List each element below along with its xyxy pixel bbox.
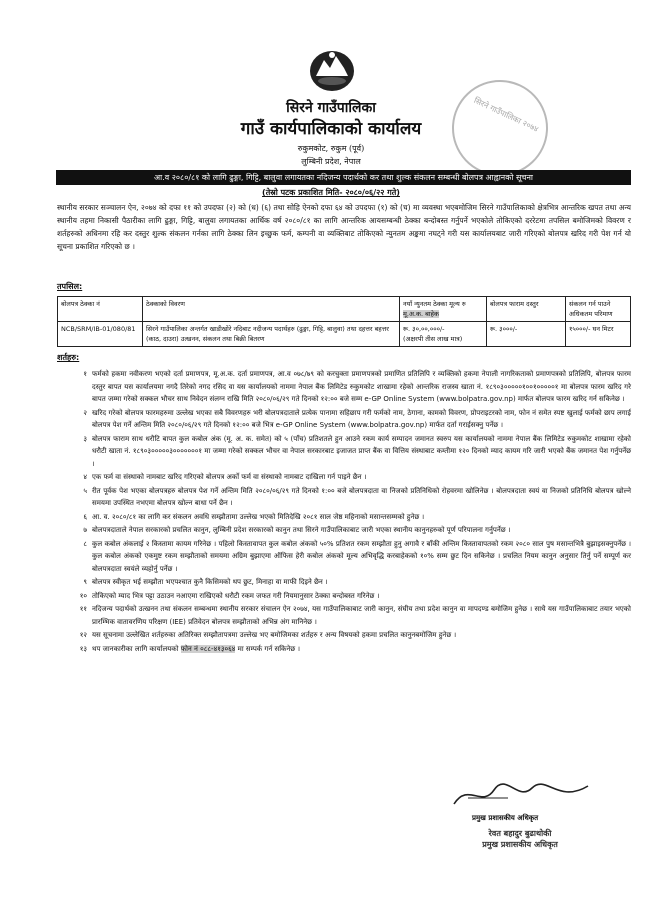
phone-number: फोन नं ०८८-४१३०६४ — [180, 644, 236, 653]
office-title: गाउँ कार्यपालिकाको कार्यालय — [240, 119, 422, 139]
notice-banner: आ.व २०८०/८१ को लागि ढुङ्गा, गिट्टि, बालुवा लगायतका नदिजन्य पदार्थको कर तथा शुल्क संकलन सम्बन्धी बोलपत्र आह्वानको सूचना — [56, 170, 631, 185]
condition-item: ६ आ. व. २०८०/८१ का लागि कर संकलन अवधि सम्झौतामा उल्लेख भएको मितिदेखि २०८१ साल जेष्ठ महिनाको मसान्तसम्मको हुनेछ । — [83, 512, 425, 521]
condition-item: १ फर्मको हकमा नवीकरण भएको दर्ता प्रमाणपत्र, मू.अ.क. दर्ता प्रमाणपत्र, आ.व ०७८/७९ को करचुक्ता प्रमाणपत्रको प्रमाणित प्रतिलिपि र व्यक्तिको हकमा नेपाली नागरिकताको प्रमाणपत्रको प्रतिलिपि, बोलपत्र फारम दस्तुर बापत यस कार्यालयमा नगदै तिरेको नगद रसिद वा यस कार्यालयको नाममा नेपाल बैंक लिमिटेड रुकुमकोट शाखामा रहेको आन्तरिक राजस्व खाता नं. १८९०३०००००१००१०००००१ मा बोलपत्र फारम खरिद गरे बापत जम्मा गरेको सक्कल भौचर साथ निवेदन संलग्न राखि मिति २०८०/०६/२९ गते दिनको १२:०० बजे सम्म e-GP Online System (www.bolpatra.gov.np) मार्फत बोलपत्र फारम खरिद गर्न सकिनेछ । — [83, 370, 631, 403]
office-province: लुम्बिनी प्रदेश, नेपाल — [301, 157, 361, 166]
signature-icon — [448, 778, 598, 812]
condition-item: १२ यस सूचनामा उल्लेखित शर्तहरुका अतिरिक्त सम्झौतापत्रमा उल्लेख भए बमोजिमका शर्तहरु र अन्य विषयको हकमा प्रचलित कानुनबमोजिम हुनेछ । — [79, 631, 457, 639]
table-row — [58, 322, 631, 347]
signatory-title: प्रमुख प्रशासकीय अधिकृत — [472, 814, 539, 822]
condition-item: ५ रीत पूर्वक पेश भएका बोलपत्रहरु बोलपत्र पेश गर्ने अन्तिम मिति २०८०/०६/२९ गते दिनको १:०० बजे बोलपत्रदाता वा निजको प्रतिनिधिको रोहवरमा खोलिनेछ । बोलपत्रदाता स्वयं वा निजको प्रतिनिधि बोलपत्र खोल्ने समयमा उपस्थित नभएमा बोलपत्र खोल्न बाधा पर्ने छैन । — [83, 486, 631, 507]
condition-item: ८ कुल कबोल अंकलाई २ किस्तामा कायम गरिनेछ । पहिलो किस्तावापत कुल कबोल अंकको ५०% प्रतिशत रकम सम्झौता हुनु अगावै र बाँकी अन्तिम किस्तावापतको रकम २०८० साल पुष मसान्तभित्रै बुझाइसक्नुपर्नेछ । कुल कबोल अंकको एकमुष्ट रकम सम्झौताको समयमा अग्रिम बुझाएमा ऑफिस हेरी कबोल अंकको मूल्य अभिवृद्धि करबाहेकको १०% सम्म छुट दिन सकिनेछ । प्रचलित नियम कानुन अनुसार तिर्नु पर्ने सम्पूर्ण कर बोलपत्रदाता स्वयंले व्यहोर्नु पर्नेछ । — [83, 539, 631, 573]
office-address: रुकुमकोट, रुकुम (पूर्व) — [297, 144, 365, 153]
condition-item: ११ नदिजन्य पदार्थको उत्खनन तथा संकलन सम्बन्धमा स्थानीय सरकार संचालन ऐन २०७४, यस गाउँपालिकाबाट जारी कानुन, संघीय तथा प्रदेश कानुन वा मापदण्ड बमोजिम हुनेछ । साथै यस गाउँपालिकाबाट तयार भएको प्रारम्भिक वातावरणिय परिक्षण (IEE) प्रतिवेदन बोलपत्र सम्झौताको अभिन्न अंग मानिनेछ । — [79, 605, 631, 626]
condition-item: २ खरिद गरेको बोलपत्र फारमहरुमा उल्लेख भएका सबै विवरणहरु भरी बोलपत्रदाताले प्रत्येक पानामा सहिछाप गरी फर्मको नाम, ठेगाना, कामको विवरण, प्रोपराइटरको नाम, फोन नं समेत स्पष्ट खुलाई फर्मको छाप लगाई बोलपत्र पेश गर्ने अन्तिम मिति २०८०/०६/२९ गते दिनको १२:०० बजे भित्र e-GP Online System (www.bolpatra.gov.np) मार्फत दर्ता गराईसक्नु पर्नेछ । — [83, 408, 631, 429]
table-header: ठेक्काको विवरण — [143, 297, 400, 322]
condition-item: ९ बोलपत्र स्वीकृत भई सम्झौता भएपश्चात कुनै किसिमको थप छुट, मिनाहा वा माफी दिइने छैन । — [83, 578, 328, 586]
schedule-table — [57, 296, 631, 347]
office-stamp: सिरने गाउँपालिका २०७४ — [436, 64, 564, 192]
condition-item: १० तोकिएको म्याद भित्र पट्टा उठाउन नआएमा राखिएको धरौटी रकम जफत गरी नियमानुसार ठेक्का बन्दोबस्त गरिनेछ । — [79, 591, 380, 600]
condition-item: ७ बोलपत्रदाताले नेपाल सरकारको प्रचलित कानुन, लुम्बिनी प्रदेश सरकारको कानुन तथा सिरने गाउँपालिकाबाट जारी भएका स्थानीय कानुनहरुको पूर्ण परिपालना गर्नुपर्नेछ । — [83, 526, 511, 534]
conditions-list — [57, 368, 631, 656]
schedule-label: तपसिल: — [57, 282, 83, 291]
table-header: नयाँ न्युनतम ठेक्का मूल्य रु मू.अ.क. बाहेक — [400, 297, 487, 322]
table-cell: रू. ३०००/- — [487, 322, 566, 347]
table-header: बोलपत्र ठेक्का नं — [58, 297, 143, 322]
intro-paragraph: स्थानीय सरकार सञ्चालन ऐन, २०७४ को दफा ११ को उपदफा (२) को (ध) (६) तथा सोहि ऐनको दफा ६४ को उपदफा (१) को (च) मा व्यवस्था भएबमोजिम सिरने गाउँपालिकाको क्षेत्रभित्र आन्तरिक खपत तथा अन्य स्थानीय तहमा निकासी पैठारीका लागि ढुङ्गा, गिट्टि, बालुवा लगायतका आर्थिक वर्ष २०८०/८१ का लागि आन्तरिक आयसम्बन्धी ठेक्का बन्दोबस्त गर्नुपर्ने भएकोले तोकिएको दररेटमा तपसिल बमोजिमको विवरण र शर्तहरुको अधिनमा रहि कर दस्तुर शुल्क संकलन गर्नका लागि ठेक्का लिन इच्छुक फर्म, कम्पनी वा व्यक्तिबाट तोकिएको न्युनतम अङ्कमा नघट्ने गरी यस कार्यालयबाट जारी गरिएको बोलपत्र खरिद गरी पेश गर्न यो सूचना प्रकाशित गरिएको छ । — [57, 203, 631, 251]
table-cell: सिरने गाउँपालिका अन्तर्गत खाडीखोरे नदिबाट नदीजन्य पदार्थहरु (ढुङ्गा, गिट्टि, बालुवा) तथा दहत्तर बहत्तर (काठ, दाउरा) उत्खनन, संकलन तथा बिक्री बितरण — [143, 322, 400, 347]
condition-item: १३ थप जानकारीका लागि कार्यालयको फोन नं ०८८-४१३०६४ मा सम्पर्क गर्न सकिनेछ । — [79, 644, 301, 653]
official-seal: रेवत बहादुर बुढाथोकी प्रमुख प्रशासकीय अधिकृत — [482, 829, 558, 849]
table-header: संकलन गर्न पाउने अधिकतम परिमाण — [566, 297, 631, 322]
table-cell: NCB/SRM/IB-01/080/81 — [58, 322, 143, 347]
publication-note: (तेस्रो पटक प्रकाशित मिति- २०८०/०६/२२ गते) — [262, 188, 400, 197]
conditions-label: शर्तहरु: — [57, 353, 80, 362]
table-cell: १५०००/- घन मिटर — [566, 322, 631, 347]
condition-item: ३ बोलपत्र फाराम साथ धरौटि बापत कुल कबोल अंक (मू. अ. क. समेत) को ५ (पाँच) प्रतिशतले हुन आउने रकम कार्य सम्पादन जमानत स्वरुप यस कार्यालयको नाममा नेपाल बैंक लिमिटेड रुकुमकोट शाखामा रहेको धरौटी खाता नं. १८९०३०००००३०००००००१ मा जम्मा गरेको सक्कल भौचर वा नेपाल सरकारबाट इजाजत प्राप्त बैंक वा वित्तिय संस्थाबाट कम्तीमा १२० दिनको म्याद कायम गरि जारी भएको बैंक जमानत पेश गर्नुपर्नेछ । — [83, 434, 631, 468]
table-header: बोलपत्र फाराम दस्तुर — [487, 297, 566, 322]
table-header-row — [58, 297, 631, 322]
government-emblem-icon — [308, 46, 356, 94]
table-cell: रू. ३०,००,०००/- (अक्षरपी तीस लाख मात्र) — [400, 322, 487, 347]
office-name: सिरने गाउँपालिका — [286, 100, 376, 116]
condition-item: ४ एक फर्म वा संस्थाको नामबाट खरिद गरिएको बोलपत्र अर्को फर्म वा संस्थाको नामबाट दाखिला गर्न पाइने छैन । — [83, 473, 367, 481]
